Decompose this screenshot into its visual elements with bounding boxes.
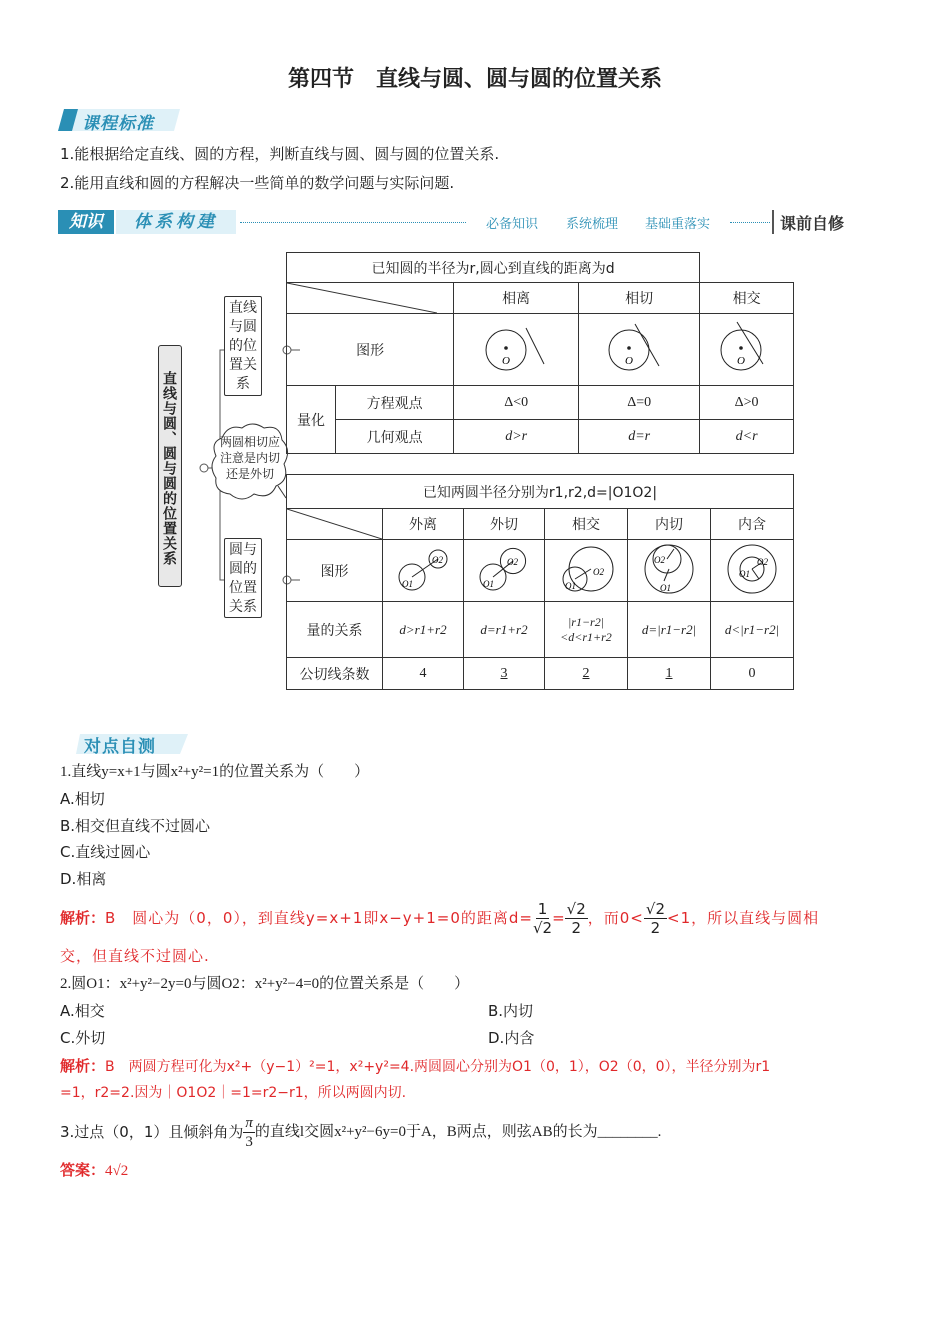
course-standard-banner bbox=[58, 106, 182, 134]
q2-analysis bbox=[60, 1056, 770, 1077]
col-intersect2: 相交 bbox=[545, 509, 628, 540]
self-test-banner bbox=[76, 730, 188, 756]
count-external-separate: 4 bbox=[383, 658, 464, 690]
tag-divider bbox=[772, 210, 774, 234]
svg-text:O: O bbox=[502, 354, 511, 367]
q1-option-b: B.相交但直线不过圆心 bbox=[60, 817, 211, 835]
geo-separate: d>r bbox=[454, 420, 579, 454]
table1-header: 已知圆的半径为r,圆心到直线的距离为d bbox=[287, 253, 700, 283]
col-tangent: 相切 bbox=[579, 283, 700, 314]
knowledge-badge: 知识 bbox=[58, 210, 114, 234]
col-external-separate: 外离 bbox=[383, 509, 464, 540]
circle-circle-table bbox=[286, 474, 794, 690]
svg-text:O1: O1 bbox=[739, 568, 750, 579]
internal-tangent-figure bbox=[634, 541, 704, 597]
rel-external-tangent: d=r1+r2 bbox=[464, 602, 545, 658]
frac3-num: √2 bbox=[645, 899, 665, 918]
svg-text:O2: O2 bbox=[593, 566, 604, 577]
frac3-den: 2 bbox=[650, 918, 661, 937]
q2-analysis-a: B 两圆方程可化为x²+（y−1）²=1，x²+y²=4.两圆圆心分别为O1（0，1），O2（0，0），半径分别为r1 bbox=[105, 1059, 771, 1075]
svg-text:O2: O2 bbox=[654, 554, 665, 565]
q3-stem-b: 的直线l交圆x²+y²−6y=0于A，B两点，则弦AB的长为________. bbox=[254, 1124, 662, 1140]
eq-intersect: Δ>0 bbox=[700, 386, 794, 420]
geo-intersect: d<r bbox=[700, 420, 794, 454]
q1-frac-2 bbox=[565, 900, 588, 937]
contained-circles-figure bbox=[717, 541, 787, 597]
intersect-circles-figure bbox=[551, 541, 621, 597]
q1-option-d: D.相离 bbox=[60, 870, 107, 888]
banner-test-text: 对点自测 bbox=[84, 737, 156, 757]
q1-option-c: C.直线过圆心 bbox=[60, 843, 151, 861]
svg-text:O2: O2 bbox=[507, 556, 518, 567]
group-quantify: 量化 bbox=[287, 386, 336, 454]
q1-analysis bbox=[60, 896, 819, 940]
col-intersect: 相交 bbox=[700, 283, 794, 314]
self-study-tag: 课前自修 bbox=[780, 214, 845, 233]
line-intersect-figure bbox=[707, 318, 787, 378]
knowledge-bar bbox=[58, 208, 858, 238]
line-tangent-figure bbox=[599, 318, 679, 378]
frac2-num: √2 bbox=[566, 899, 586, 918]
table2-header: 已知两圆半径分别为r1,r2,d=|O1O2| bbox=[287, 475, 794, 509]
cloud-note: 两圆相切应注意是内切还是外切 bbox=[219, 435, 280, 481]
geo-tangent: d=r bbox=[579, 420, 700, 454]
svg-text:O1: O1 bbox=[402, 578, 413, 589]
page-title: 第四节 直线与圆、圆与圆的位置关系 bbox=[287, 67, 662, 92]
q3-stem bbox=[60, 1110, 661, 1154]
row-rel-label: 量的关系 bbox=[287, 602, 383, 658]
q1-analysis-a: B 圆心为（0，0），到直线y=x+1即x−y+1=0的距离d= bbox=[105, 909, 533, 927]
col-external-tangent: 外切 bbox=[464, 509, 545, 540]
q3-frac-den: 3 bbox=[245, 1133, 253, 1150]
rel-contained: d<|r1−r2| bbox=[711, 602, 794, 658]
svg-text:O1: O1 bbox=[660, 582, 671, 593]
fig-intersect2 bbox=[545, 540, 628, 602]
fig-contained bbox=[711, 540, 794, 602]
row-geo-label: 几何观点 bbox=[336, 420, 454, 454]
dotted-rule-2 bbox=[730, 222, 770, 223]
tangent-circles-figure bbox=[469, 541, 539, 597]
svg-text:O2: O2 bbox=[432, 554, 443, 565]
rel-internal-tangent: d=|r1−r2| bbox=[628, 602, 711, 658]
frac2-den: 2 bbox=[571, 918, 581, 937]
count-external-tangent: 3 bbox=[464, 658, 545, 690]
table2-corner bbox=[287, 509, 383, 540]
col-internal-tangent: 内切 bbox=[628, 509, 711, 540]
eq-tangent: Δ=0 bbox=[579, 386, 700, 420]
col-separate: 相离 bbox=[454, 283, 579, 314]
q2-option-c: C.外切 bbox=[60, 1029, 106, 1047]
answer-value: 4√2 bbox=[105, 1163, 129, 1179]
q1-analysis-b: ，而0< bbox=[587, 909, 644, 927]
row-graph-label: 图形 bbox=[287, 314, 454, 386]
row-graph2-label: 图形 bbox=[287, 540, 383, 602]
col-contained: 内含 bbox=[711, 509, 794, 540]
q2-option-b: B.内切 bbox=[488, 1002, 534, 1020]
q1-stem: 1.直线y=x+1与圆x²+y²=1的位置关系为（ ） bbox=[60, 764, 370, 780]
standard-1: 1.能根据给定直线、圆的方程，判断直线与圆、圆与圆的位置关系. bbox=[60, 145, 500, 163]
fig-external-tangent bbox=[464, 540, 545, 602]
q2-option-a: A.相交 bbox=[60, 1002, 105, 1020]
banner-standard-text: 课程标准 bbox=[82, 114, 154, 134]
q3-frac bbox=[243, 1114, 255, 1151]
fig-external-separate bbox=[383, 540, 464, 602]
q2-analysis-cont: =1，r2=2.因为｜O1O2｜=1=r2−r1，所以两圆内切. bbox=[60, 1085, 407, 1101]
q3-answer bbox=[60, 1160, 128, 1181]
separate-circles-figure bbox=[388, 541, 458, 597]
graph-separate bbox=[454, 314, 579, 386]
fig-internal-tangent bbox=[628, 540, 711, 602]
analysis-label: 解析： bbox=[60, 1057, 106, 1075]
q3-stem-a: 3.过点（0，1）且倾斜角为 bbox=[60, 1123, 244, 1141]
eq-separate: Δ<0 bbox=[454, 386, 579, 420]
hint-1: 必备知识 bbox=[486, 217, 539, 232]
frac1-den: √2 bbox=[532, 918, 553, 937]
q1-eq: = bbox=[552, 909, 565, 927]
svg-text:O1: O1 bbox=[483, 578, 494, 589]
svg-text:O: O bbox=[625, 354, 634, 367]
q1-frac-1 bbox=[533, 900, 552, 937]
q2-option-d: D.内含 bbox=[488, 1029, 535, 1047]
svg-text:O: O bbox=[736, 354, 745, 367]
graph-tangent bbox=[579, 314, 700, 386]
count-contained: 0 bbox=[711, 658, 794, 690]
count-intersect2: 2 bbox=[545, 658, 628, 690]
diagonal-line bbox=[287, 509, 382, 539]
branch-line-circle: 直线与圆的位置关系 bbox=[224, 296, 262, 396]
q3-frac-num: π bbox=[245, 1114, 253, 1131]
q1-analysis-cont: 交，但直线不过圆心. bbox=[60, 947, 210, 965]
hint-2: 系统梳理 bbox=[566, 217, 619, 232]
rel-intersect2: |r1−r2|<d<r1+r2 bbox=[545, 602, 628, 658]
dotted-rule-1 bbox=[240, 222, 466, 223]
hint-3: 基础重落实 bbox=[645, 217, 711, 232]
svg-text:O2: O2 bbox=[757, 556, 768, 567]
diagonal-line bbox=[287, 283, 437, 313]
branch-circle-circle: 圆与圆的位置关系 bbox=[224, 538, 262, 618]
mindmap-root: 直线与圆、圆与圆的位置关系 bbox=[158, 345, 182, 587]
answer-label: 答案： bbox=[60, 1161, 106, 1179]
analysis-label: 解析： bbox=[60, 909, 106, 927]
q2-stem: 2.圆O1：x²+y²−2y=0与圆O2：x²+y²−4=0的位置关系是（ ） bbox=[60, 976, 470, 992]
row-eq-label: 方程观点 bbox=[336, 386, 454, 420]
table1-corner bbox=[287, 283, 454, 314]
q1-frac-3 bbox=[644, 900, 667, 937]
frac1-num: 1 bbox=[537, 899, 548, 918]
graph-intersect bbox=[700, 314, 794, 386]
line-circle-table bbox=[286, 252, 794, 454]
rel-external-separate: d>r1+r2 bbox=[383, 602, 464, 658]
row-count-label: 公切线条数 bbox=[287, 658, 383, 690]
q1-option-a: A.相切 bbox=[60, 790, 105, 808]
line-separate-figure bbox=[476, 318, 556, 378]
q1-analysis-c: <1，所以直线与圆相 bbox=[667, 909, 820, 927]
count-internal-tangent: 1 bbox=[628, 658, 711, 690]
knowledge-badge-2: 体系构建 bbox=[116, 210, 236, 234]
svg-text:O1: O1 bbox=[565, 580, 576, 591]
standard-2: 2.能用直线和圆的方程解决一些简单的数学问题与实际问题. bbox=[60, 174, 455, 192]
